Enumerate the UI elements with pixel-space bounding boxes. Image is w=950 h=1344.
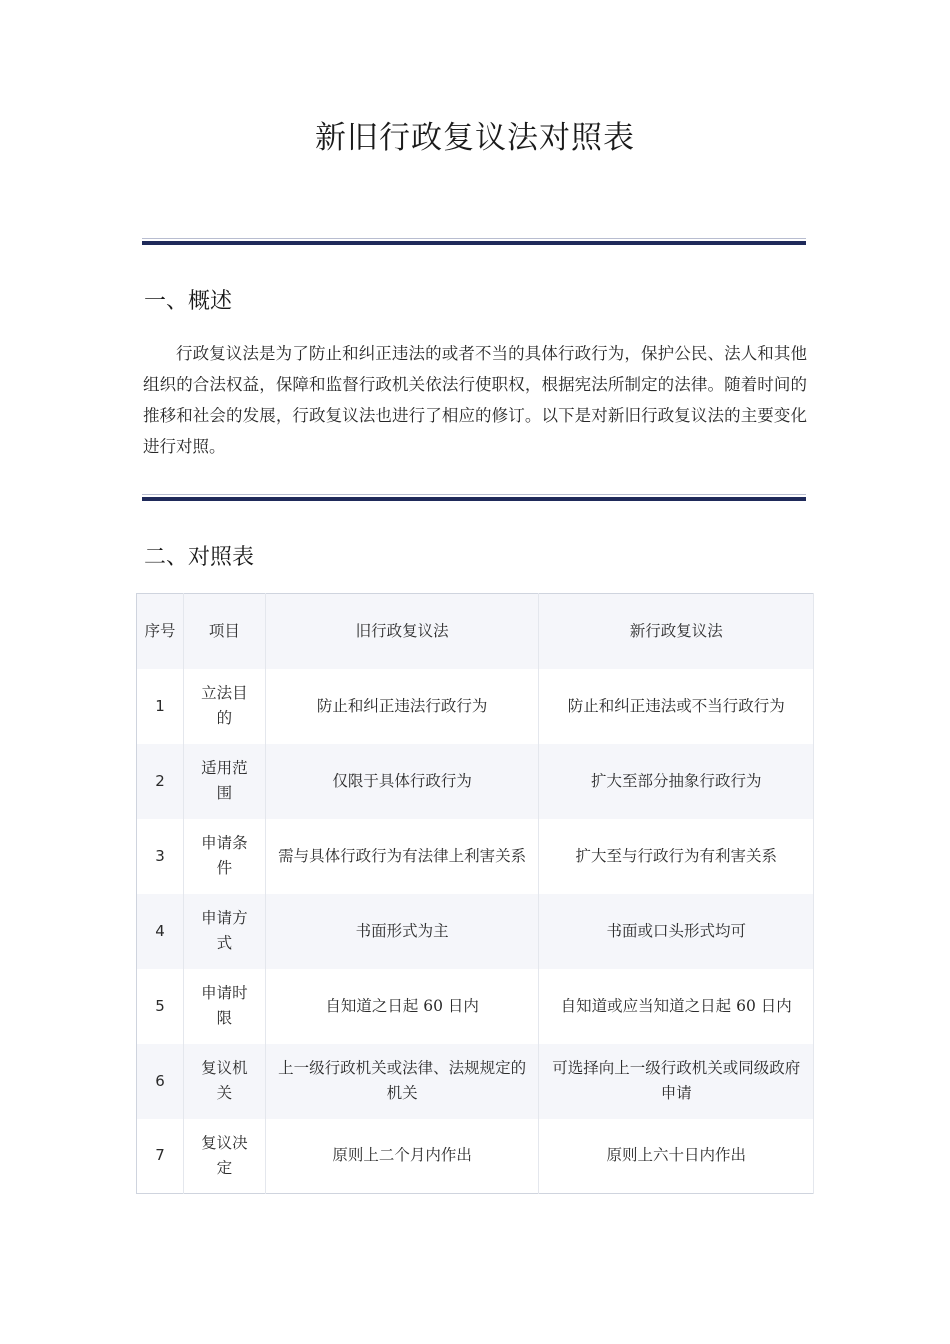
section-heading-overview: 一、概述 bbox=[144, 289, 233, 314]
page-title: 新旧行政复议法对照表 bbox=[315, 120, 635, 156]
table-row bbox=[137, 1044, 814, 1119]
table-row bbox=[137, 669, 814, 744]
cell-item: 申请时限 bbox=[183, 969, 265, 1044]
cell-item: 申请方式 bbox=[183, 894, 265, 969]
cell-index: 3 bbox=[137, 819, 184, 894]
cell-index: 2 bbox=[137, 744, 184, 819]
cell-item: 复议机关 bbox=[183, 1044, 265, 1119]
cell-new-law: 扩大至与行政行为有利害关系 bbox=[539, 819, 814, 894]
cell-index: 7 bbox=[137, 1119, 184, 1194]
cell-new-law: 原则上六十日内作出 bbox=[539, 1119, 814, 1194]
table-row bbox=[137, 744, 814, 819]
section-heading-table: 二、对照表 bbox=[144, 545, 255, 570]
cell-index: 1 bbox=[137, 669, 184, 744]
cell-old-law: 书面形式为主 bbox=[265, 894, 539, 969]
header-item: 项目 bbox=[183, 594, 265, 669]
cell-item: 立法目的 bbox=[183, 669, 265, 744]
cell-new-law: 自知道或应当知道之日起 60 日内 bbox=[539, 969, 814, 1044]
table-row bbox=[137, 894, 814, 969]
cell-index: 4 bbox=[137, 894, 184, 969]
cell-item: 复议决定 bbox=[183, 1119, 265, 1194]
cell-old-law: 原则上二个月内作出 bbox=[265, 1119, 539, 1194]
cell-index: 6 bbox=[137, 1044, 184, 1119]
cell-new-law: 扩大至部分抽象行政行为 bbox=[539, 744, 814, 819]
cell-new-law: 防止和纠正违法或不当行政行为 bbox=[539, 669, 814, 744]
cell-old-law: 上一级行政机关或法律、法规规定的机关 bbox=[265, 1044, 539, 1119]
comparison-table bbox=[136, 593, 814, 1194]
cell-new-law: 书面或口头形式均可 bbox=[539, 894, 814, 969]
cell-new-law: 可选择向上一级行政机关或同级政府申请 bbox=[539, 1044, 814, 1119]
header-old-law: 旧行政复议法 bbox=[265, 594, 539, 669]
table-header-row bbox=[137, 594, 814, 669]
cell-index: 5 bbox=[137, 969, 184, 1044]
cell-old-law: 仅限于具体行政行为 bbox=[265, 744, 539, 819]
header-new-law: 新行政复议法 bbox=[539, 594, 814, 669]
table-row bbox=[137, 1119, 814, 1194]
header-index: 序号 bbox=[137, 594, 184, 669]
table-row bbox=[137, 969, 814, 1044]
table-row bbox=[137, 819, 814, 894]
cell-item: 适用范围 bbox=[183, 744, 265, 819]
cell-old-law: 防止和纠正违法行政行为 bbox=[265, 669, 539, 744]
section-divider bbox=[142, 494, 806, 501]
overview-paragraph: 行政复议法是为了防止和纠正违法的或者不当的具体行政行为，保护公民、法人和其他组织的合法权益，保障和监督行政机关依法行使职权，根据宪法所制定的法律。随着时间的推移和社会的发展，行政复议法也进行了相应的修订。以下是对新旧行政复议法的主要变化进行对照。 bbox=[143, 344, 807, 456]
cell-old-law: 需与具体行政行为有法律上利害关系 bbox=[265, 819, 539, 894]
cell-item: 申请条件 bbox=[183, 819, 265, 894]
cell-old-law: 自知道之日起 60 日内 bbox=[265, 969, 539, 1044]
section-divider bbox=[142, 238, 806, 245]
